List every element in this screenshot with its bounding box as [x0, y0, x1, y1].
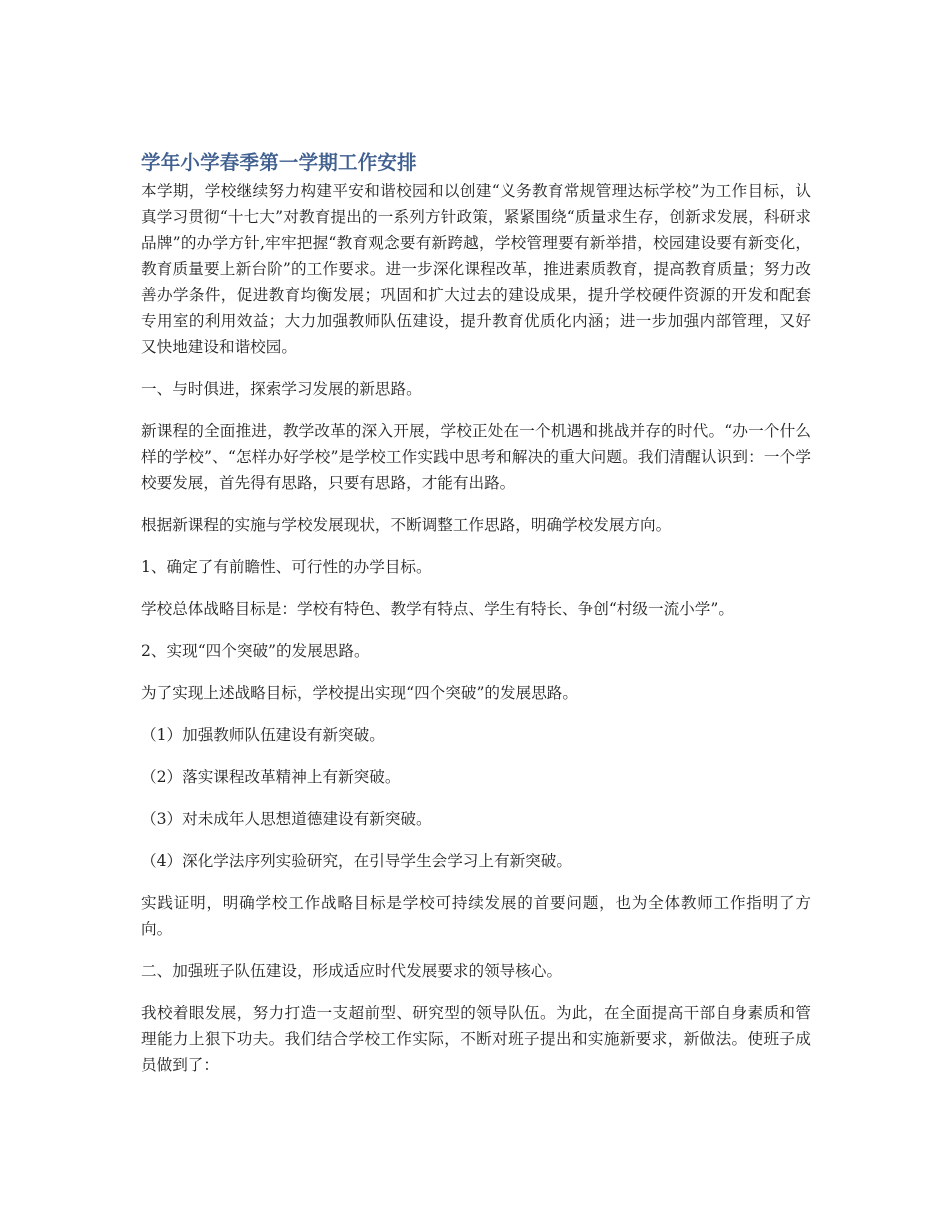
paragraph: 学校总体战略目标是：学校有特色、教学有特点、学生有特长、争创“村级一流小学”。 — [141, 600, 734, 618]
numbered-heading-1: 1、确定了有前瞻性、可行性的办学目标。 — [141, 558, 432, 576]
paragraph: 为了实现上述战略目标，学校提出实现“四个突破”的发展思路。 — [141, 684, 578, 702]
list-item: （4）深化学法序列实验研究，在引导学生会学习上有新突破。 — [141, 852, 572, 870]
numbered-heading-2: 2、实现“四个突破”的发展思路。 — [141, 642, 370, 660]
paragraph: 根据新课程的实施与学校发展现状，不断调整工作思路，明确学校发展方向。 — [141, 516, 672, 534]
paragraph: 实践证明，明确学校工作战略目标是学校可持续发展的首要问题，也为全体教师工作指明了方向。 — [141, 894, 811, 938]
section-heading-1: 一、与时俱进，探索学习发展的新思路。 — [141, 380, 422, 398]
paragraph: 新课程的全面推进，教学改革的深入开展，学校正处在一个机遇和挑战并存的时代。“办一个什么样的学校”、“怎样办好学校”是学校工作实践中思考和解决的重大问题。我们清醒认识到：一个学校要发展，首先得有思路，只要有思路，才能有出路。 — [141, 422, 811, 492]
section-heading-2: 二、加强班子队伍建设，形成适应时代发展要求的领导核心。 — [141, 962, 563, 980]
list-item: （3）对未成年人思想道德建设有新突破。 — [141, 810, 432, 828]
paragraph: 我校着眼发展，努力打造一支超前型、研究型的领导队伍。为此，在全面提高干部自身素质和管理能力上狠下功夫。我们结合学校工作实际，不断对班子提出和实施新要求，新做法。使班子成员做到了： — [141, 1004, 811, 1074]
intro-paragraph: 本学期，学校继续努力构建平安和谐校园和以创建“义务教育常规管理达标学校”为工作目标，认真学习贯彻“十七大”对教育提出的一系列方针政策，紧紧围绕“质量求生存，创新求发展，科研求品牌”的办学方针,牢牢把握“教育观念要有新跨越，学校管理要有新举措，校园建设要有新变化，教育质量要上新台阶”的工作要求。进一步深化课程改革，推进素质教育，提高教育质量；努力改善办学条件，促进教育均衡发展；巩固和扩大过去的建设成果，提升学校硬件资源的开发和配套专用室的利用效益；大力加强教师队伍建设，提升教育优质化内涵；进一步加强内部管理，又好又快地建设和谐校园。 — [141, 182, 811, 356]
list-item: （2）落实课程改革精神上有新突破。 — [141, 768, 401, 786]
document-title: 学年小学春季第一学期工作安排 — [141, 151, 417, 174]
list-item: （1）加强教师队伍建设有新突破。 — [141, 726, 385, 744]
document-page — [141, 150, 811, 1094]
